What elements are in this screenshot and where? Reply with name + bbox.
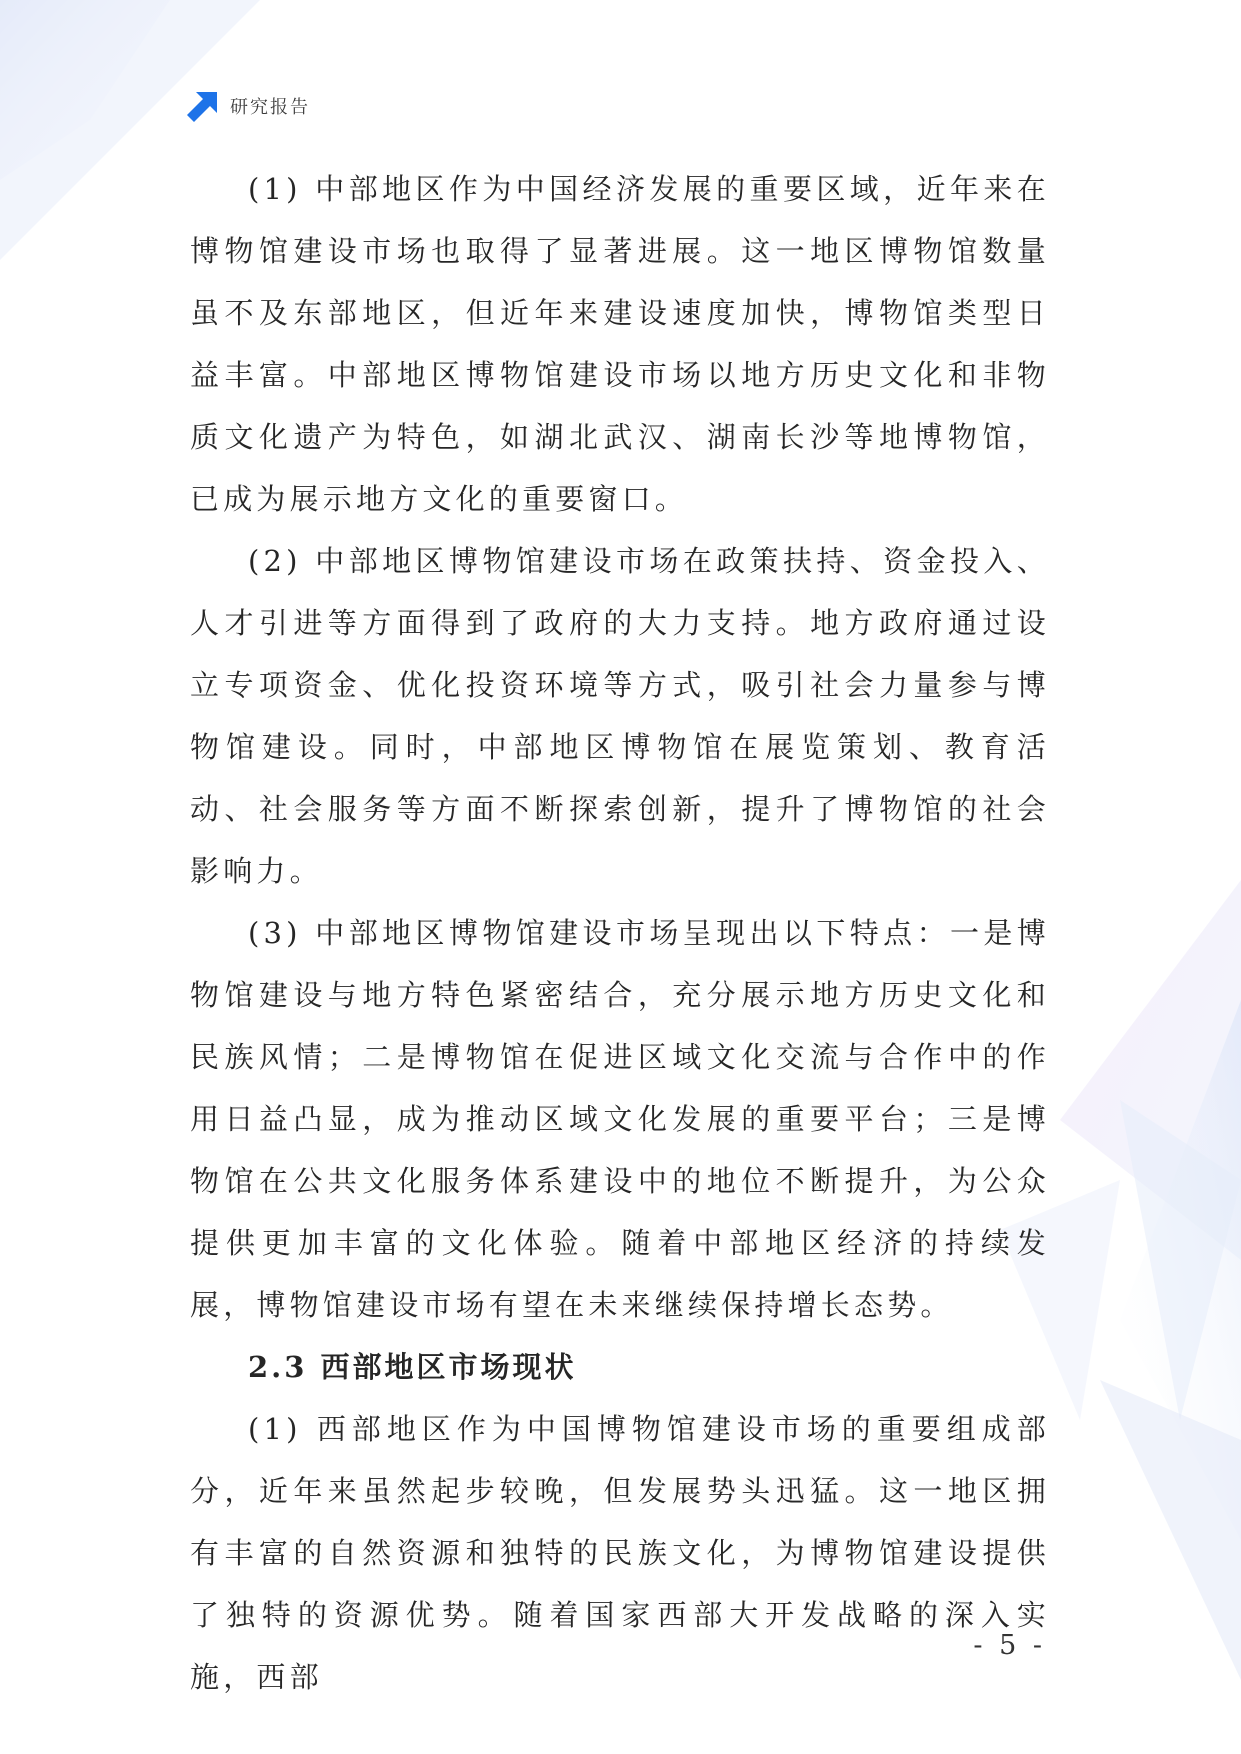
paragraph: (1) 西部地区作为中国博物馆建设市场的重要组成部分，近年来虽然起步较晚，但发展势头迅猛。这一地区拥有丰富的自然资源和独特的民族文化，为博物馆建设提供了独特的资源优势。随着国家西部大开发战略的深入实施，西部 (190, 1412, 1050, 1694)
paragraph: (1) 中部地区作为中国经济发展的重要区域，近年来在博物馆建设市场也取得了显著进展。这一地区博物馆数量虽不及东部地区，但近年来建设速度加快，博物馆类型日益丰富。中部地区博物馆建设市场以地方历史文化和非物质文化遗产为特色，如湖北武汉、湖南长沙等地博物馆，已成为展示地方文化的重要窗口。 (190, 172, 1050, 516)
section-heading: 2.3 西部地区市场现状 (248, 1350, 577, 1384)
document-body (190, 158, 1050, 1708)
page-number: - 5 - (973, 1630, 1046, 1661)
report-label: 研究报告 (230, 97, 310, 118)
report-header (186, 88, 310, 124)
arrow-up-right-icon (186, 89, 220, 123)
paragraph: (3) 中部地区博物馆建设市场呈现出以下特点：一是博物馆建设与地方特色紧密结合，充分展示地方历史文化和民族风情；二是博物馆在促进区域文化交流与合作中的作用日益凸显，成为推动区域文化发展的重要平台；三是博物馆在公共文化服务体系建设中的地位不断提升，为公众提供更加丰富的文化体验。随着中部地区经济的持续发展，博物馆建设市场有望在未来继续保持增长态势。 (190, 916, 1050, 1322)
paragraph: (2) 中部地区博物馆建设市场在政策扶持、资金投入、人才引进等方面得到了政府的大力支持。地方政府通过设立专项资金、优化投资环境等方式，吸引社会力量参与博物馆建设。同时，中部地区博物馆在展览策划、教育活动、社会服务等方面不断探索创新，提升了博物馆的社会影响力。 (190, 544, 1050, 888)
